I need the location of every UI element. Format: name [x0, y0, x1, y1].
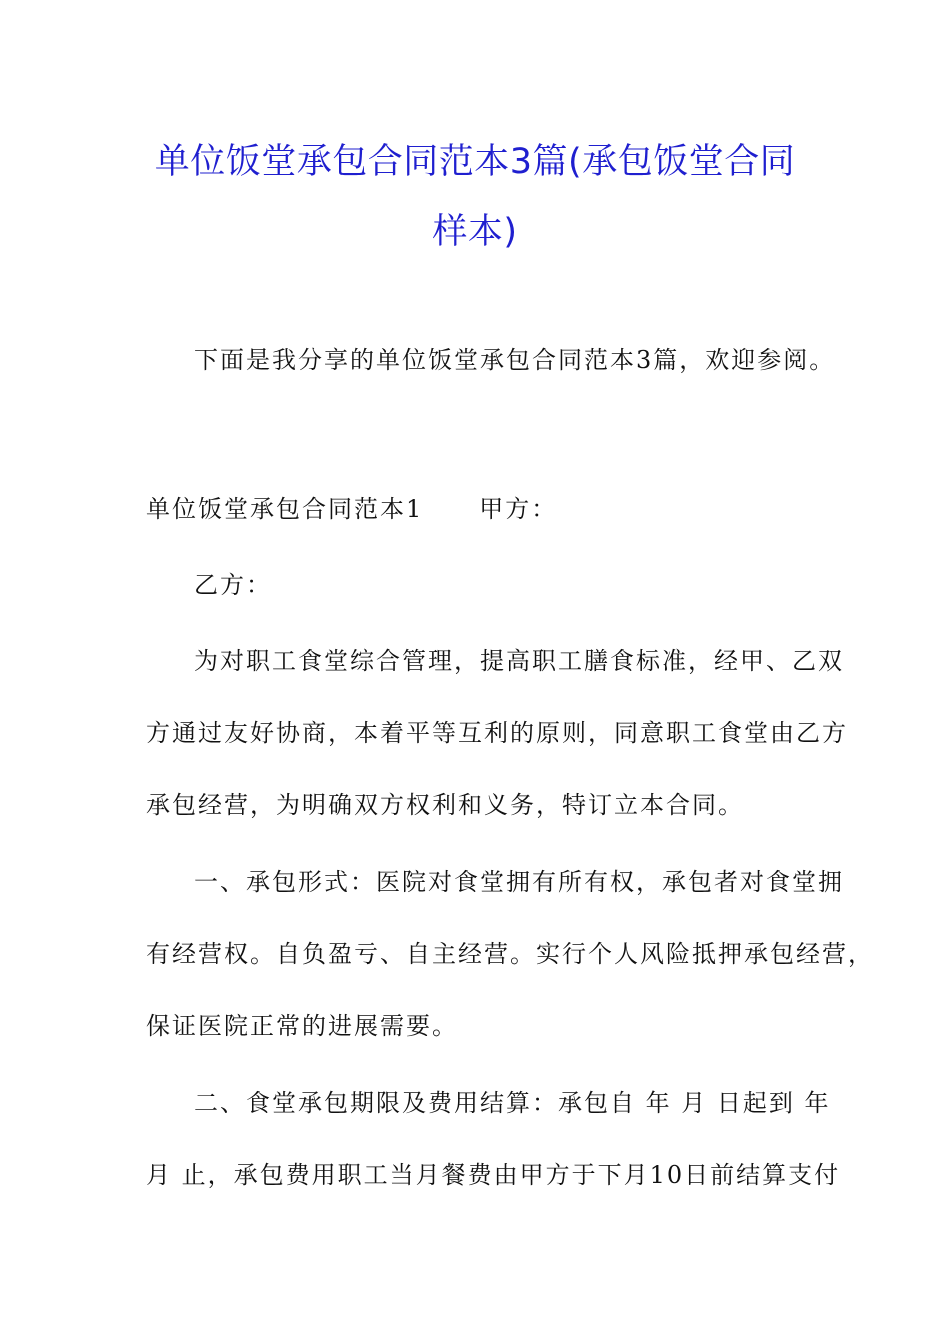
document-title-line-2: 样本) — [432, 212, 518, 252]
paragraph-line: 月 止，承包费用职工当月餐费由甲方于下月10日前结算支付 — [146, 1161, 841, 1189]
paragraph-line: 为对职工食堂综合管理，提高职工膳食标准，经甲、乙双 — [194, 647, 844, 675]
paragraph-line: 一、承包形式：医院对食堂拥有所有权，承包者对食堂拥 — [194, 868, 844, 896]
section-heading-row — [146, 492, 826, 526]
paragraph-line: 方通过友好协商，本着平等互利的原则，同意职工食堂由乙方 — [146, 719, 848, 747]
document-title-line-1: 单位饭堂承包合同范本3篇(承包饭堂合同 — [154, 142, 796, 182]
paragraph-line: 有经营权。自负盈亏、自主经营。实行个人风险抵押承包经营， — [146, 940, 874, 968]
section-heading: 单位饭堂承包合同范本1 — [146, 495, 424, 523]
party-b-label: 乙方： — [194, 571, 272, 599]
intro-paragraph: 下面是我分享的单位饭堂承包合同范本3篇，欢迎参阅。 — [194, 346, 836, 374]
paragraph-line: 保证医院正常的进展需要。 — [146, 1012, 458, 1040]
paragraph-line: 承包经营，为明确双方权利和义务，特订立本合同。 — [146, 791, 744, 819]
paragraph-line: 二、食堂承包期限及费用结算：承包自 年 月 日起到 年 — [194, 1089, 831, 1117]
party-a-label: 甲方： — [479, 495, 558, 523]
